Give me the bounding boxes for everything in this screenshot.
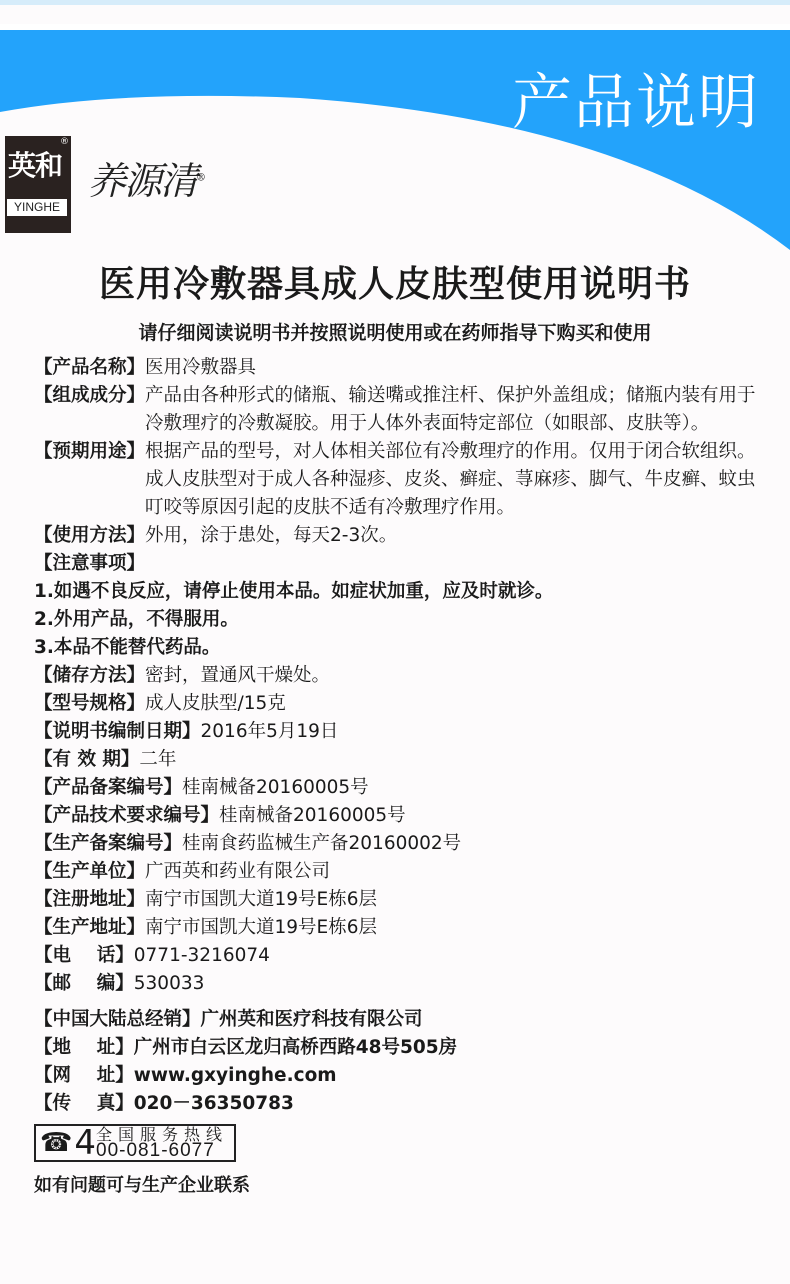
row-value: 产品由各种形式的储瓶、输送嘴或推注杆、保护外盖组成；储瓶内装有用于冷敷理疗的冷敷凝胶。用于人体外表面特定部位（如眼部、皮肤等）。 xyxy=(145,385,756,434)
row-value: 桂南械备20160005号 xyxy=(182,777,369,798)
info-row xyxy=(34,1090,774,1118)
row-label: 【生产备案编号】 xyxy=(34,833,183,854)
row-value: www.gxyinghe.com xyxy=(133,1065,337,1086)
info-row xyxy=(34,690,774,718)
row-label: 【地 址】 xyxy=(34,1037,134,1058)
row-value: 密封，置通风干燥处。 xyxy=(145,665,331,686)
row-label: 【使用方法】 xyxy=(34,525,146,546)
row-label: 【型号规格】 xyxy=(34,693,146,714)
banner-title: 产品说明 xyxy=(512,68,760,138)
row-value: 桂南食药监械生产备20160002号 xyxy=(182,833,462,854)
info-row xyxy=(34,1062,774,1090)
caution-item: 3.本品不能替代药品。 xyxy=(34,637,221,658)
footer-note: 如有问题可与生产企业联系 xyxy=(34,1175,250,1196)
row-label: 【邮 编】 xyxy=(34,973,134,994)
row-value: 2016年5月19日 xyxy=(200,721,339,742)
instructions-body xyxy=(34,354,774,1200)
info-row xyxy=(34,942,774,970)
info-row xyxy=(34,746,774,774)
info-row xyxy=(34,858,774,886)
service-hotline: ☎ 4 全国服务热线 00-081-6077 xyxy=(34,1124,236,1162)
row-label: 【中国大陆总经销】 xyxy=(34,1009,201,1030)
row-value xyxy=(145,550,774,578)
row-value: 医用冷敷器具 xyxy=(145,357,257,378)
row-label: 【网 址】 xyxy=(34,1065,134,1086)
info-row xyxy=(34,718,774,746)
info-row xyxy=(34,774,774,802)
row-label: 【储存方法】 xyxy=(34,665,146,686)
row-value: 二年 xyxy=(139,749,177,770)
row-label: 【产品备案编号】 xyxy=(34,777,183,798)
row-label: 【注册地址】 xyxy=(34,889,146,910)
row-value: 成人皮肤型/15克 xyxy=(145,693,286,714)
info-row xyxy=(34,886,774,914)
info-row xyxy=(34,522,774,550)
yinghe-logo: ® 英和 YINGHE xyxy=(5,136,71,233)
row-label: 【传 真】 xyxy=(34,1093,134,1114)
row-value: 南宁市国凯大道19号E栋6层 xyxy=(145,889,378,910)
telephone-icon: ☎ xyxy=(40,1128,73,1158)
info-row xyxy=(34,802,774,830)
row-label: 【预期用途】 xyxy=(34,441,146,462)
info-row xyxy=(34,550,774,578)
row-value: 广州市白云区龙归高桥西路48号505房 xyxy=(133,1037,458,1058)
info-row xyxy=(34,970,774,998)
row-value: 外用，涂于患处，每天2-3次。 xyxy=(145,525,398,546)
row-value: 0771-3216074 xyxy=(133,945,270,966)
document-subtitle: 请仔细阅读说明书并按照说明使用或在药师指导下购买和使用 xyxy=(138,322,652,344)
row-label: 【产品名称】 xyxy=(34,357,146,378)
row-label: 【有 效 期】 xyxy=(34,749,140,770)
info-row xyxy=(34,438,774,522)
row-value: 020－36350783 xyxy=(133,1093,294,1114)
row-value: 桂南械备20160005号 xyxy=(219,805,406,826)
row-value: 根据产品的型号，对人体相关部位有冷敷理疗的作用。仅用于闭合软组织。成人皮肤型对于成人各种湿疹、皮炎、癣症、荨麻疹、脚气、牛皮癣、蚊虫叮咬等原因引起的皮肤不适有冷敷理疗作用。 xyxy=(145,441,756,518)
info-row xyxy=(34,830,774,858)
row-label: 【说明书编制日期】 xyxy=(34,721,201,742)
row-label: 【生产单位】 xyxy=(34,861,146,882)
info-row xyxy=(34,914,774,942)
info-row xyxy=(34,354,774,382)
row-value: 广西英和药业有限公司 xyxy=(145,861,331,882)
brand-logo: 养源清® xyxy=(88,159,205,203)
info-row xyxy=(34,1034,774,1062)
row-value: 广州英和医疗科技有限公司 xyxy=(200,1009,423,1030)
row-value: 南宁市国凯大道19号E栋6层 xyxy=(145,917,378,938)
row-label: 【组成成分】 xyxy=(34,385,146,406)
row-label: 【注意事项】 xyxy=(34,553,146,574)
info-row xyxy=(34,1006,774,1034)
caution-item: 2.外用产品，不得服用。 xyxy=(34,609,239,630)
row-label: 【电 话】 xyxy=(34,945,134,966)
row-value: 530033 xyxy=(133,973,205,994)
info-row xyxy=(34,382,774,438)
info-row xyxy=(34,662,774,690)
row-label: 【生产地址】 xyxy=(34,917,146,938)
document-title: 医用冷敷器具成人皮肤型使用说明书 xyxy=(98,264,691,305)
caution-item: 1.如遇不良反应，请停止使用本品。如症状加重，应及时就诊。 xyxy=(34,581,554,602)
row-label: 【产品技术要求编号】 xyxy=(34,805,220,826)
